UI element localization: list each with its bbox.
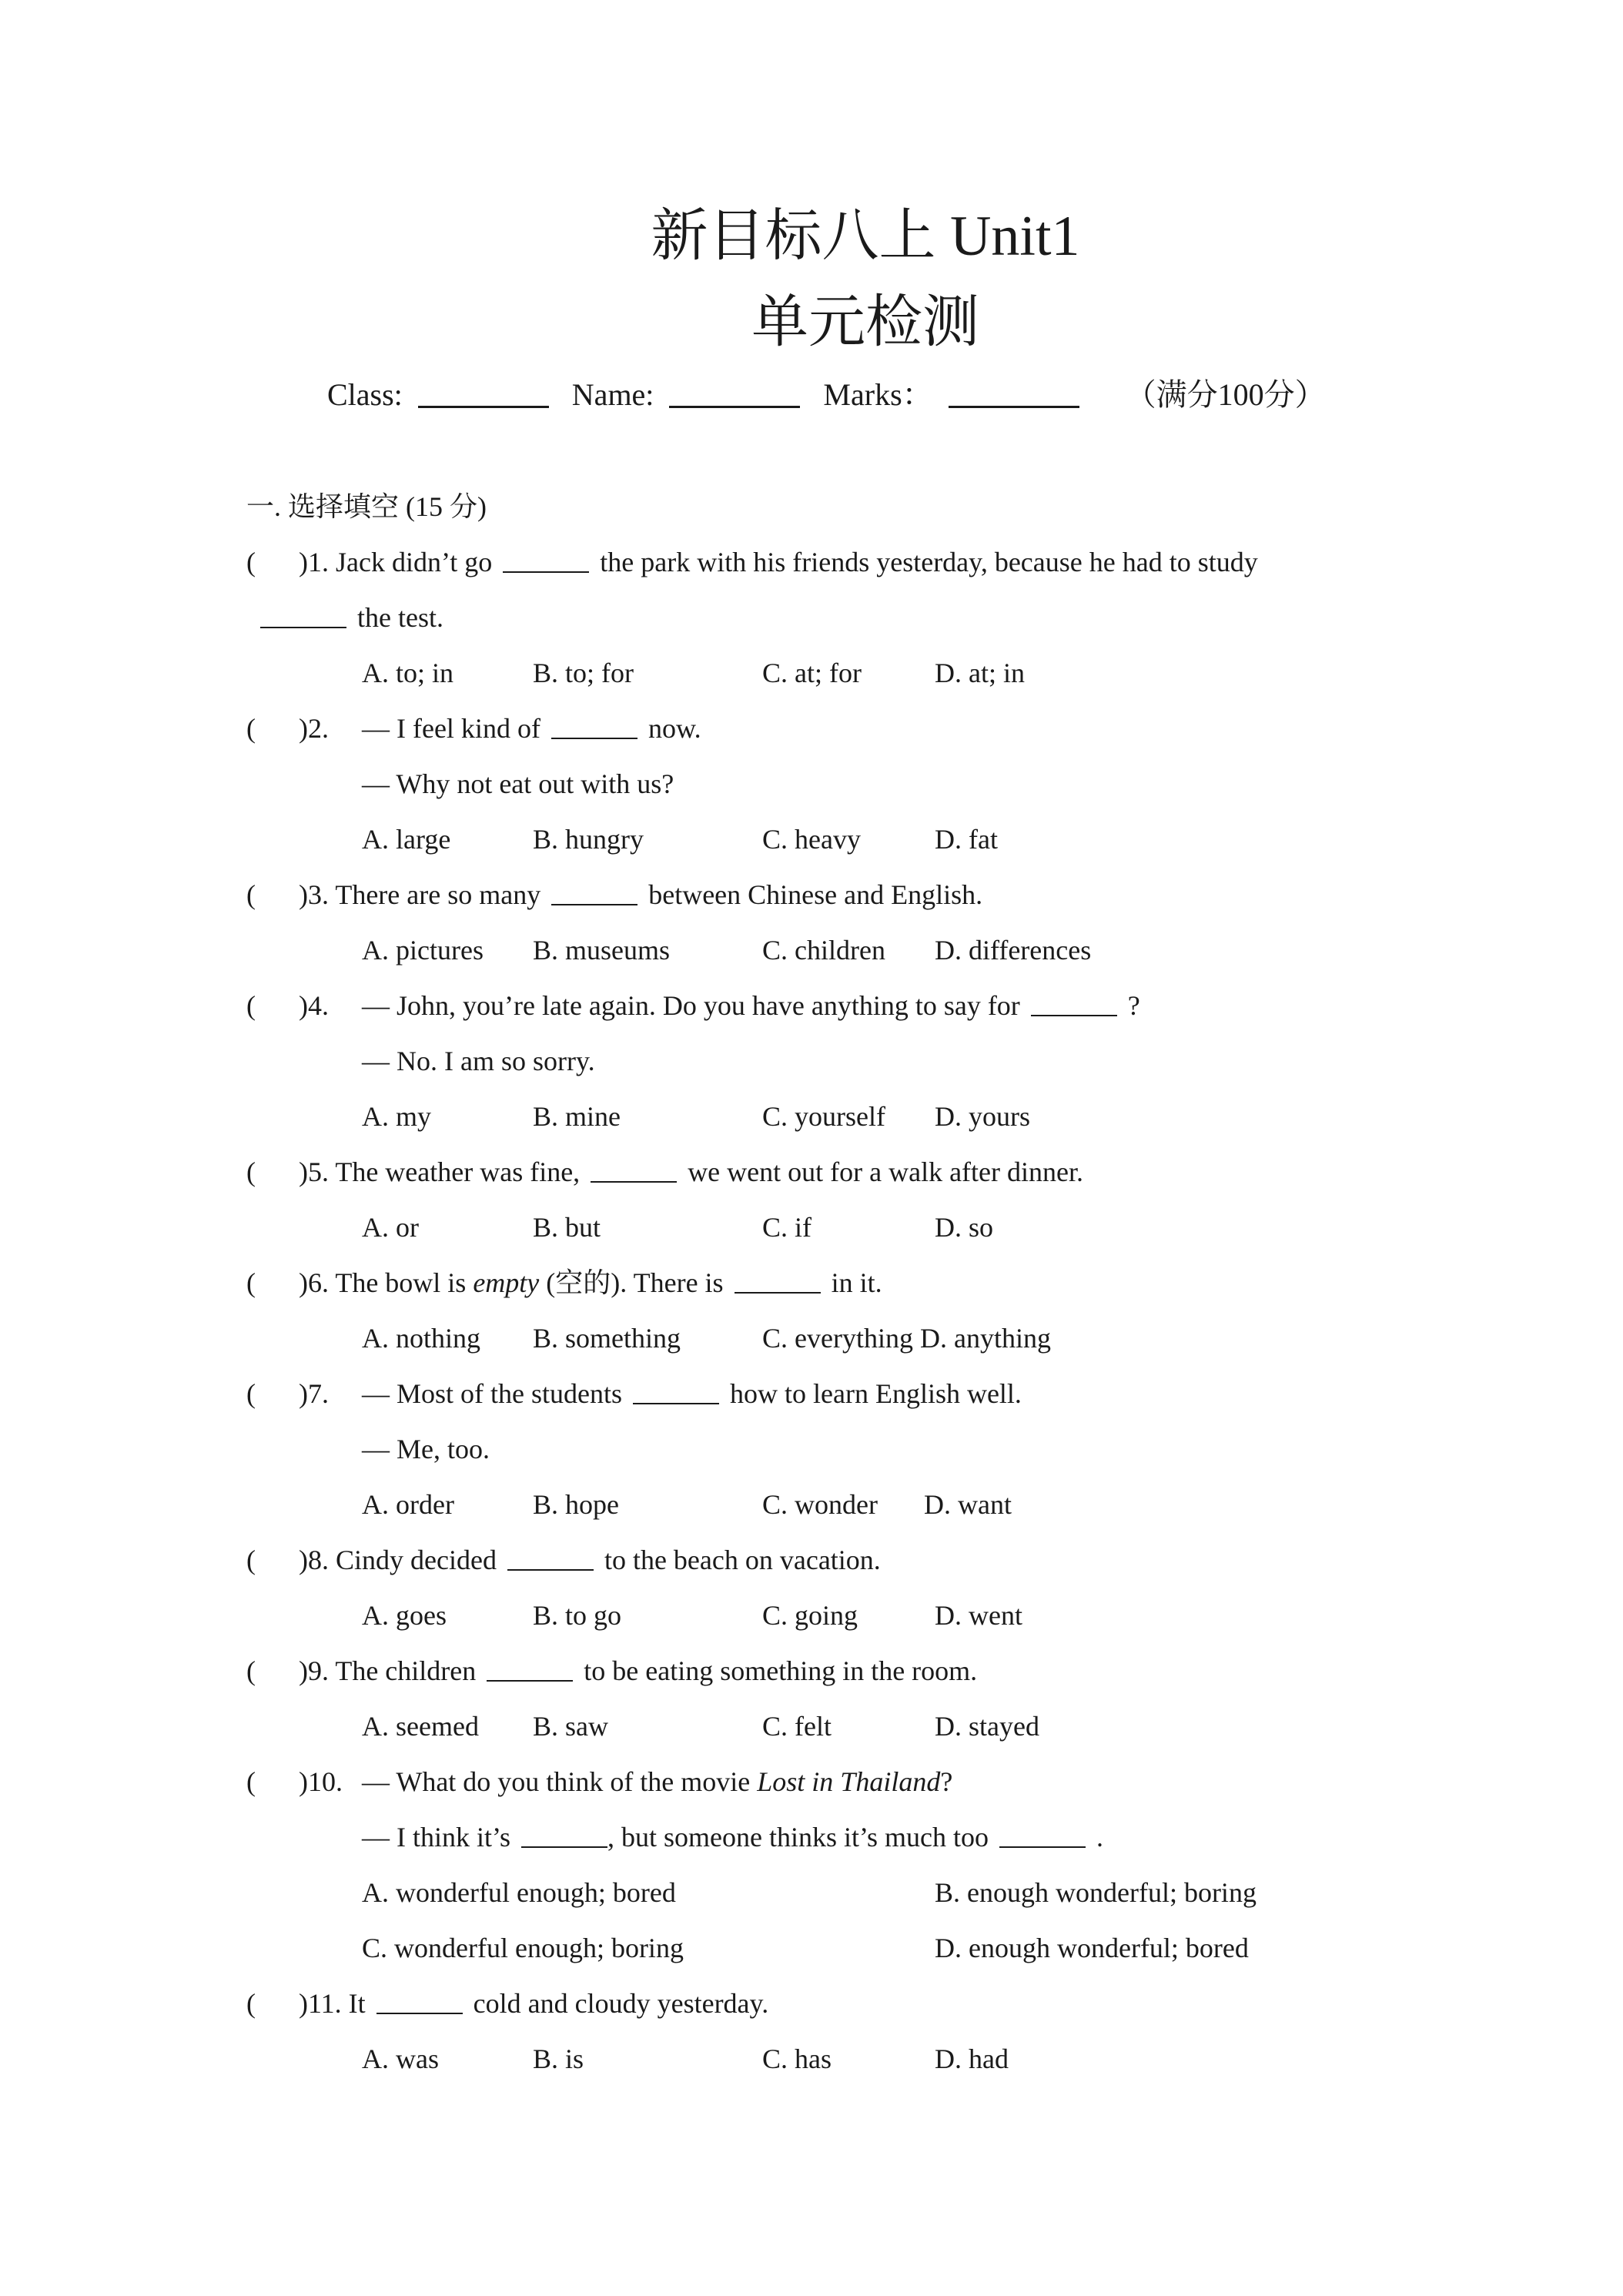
option-d: D. yours <box>935 1101 1030 1132</box>
full-score-note: （满分100分） <box>1125 377 1326 412</box>
option-a: A. large <box>362 824 451 855</box>
option-b: B. enough wonderful; boring <box>935 1877 1257 1908</box>
question-7: ( )7. <box>246 1371 329 1417</box>
marks-blank[interactable] <box>949 375 1079 408</box>
answer-paren[interactable]: ( <box>246 1267 256 1298</box>
option-c: C. has <box>762 2043 832 2074</box>
option-d: D. so <box>935 1212 994 1243</box>
option-d: D. fat <box>935 824 998 855</box>
option-c: C. heavy <box>762 824 861 855</box>
question-2-reply: — Why not eat out with us? <box>362 768 674 799</box>
option-a: A. was <box>362 2043 439 2074</box>
option-b: B. hungry <box>533 824 644 855</box>
option-a: A. to; in <box>362 658 454 688</box>
question-7-prompt: — Most of the students how to learn English well. <box>362 1371 1022 1417</box>
option-b: B. museums <box>533 935 671 966</box>
name-label: Name: <box>571 377 654 412</box>
page-subtitle: 单元检测 <box>751 291 979 354</box>
question-7-reply: — Me, too. <box>362 1434 490 1464</box>
question-4-reply: — No. I am so sorry. <box>362 1046 595 1076</box>
answer-blank <box>999 1819 1086 1848</box>
question-5: ( )5. The weather was fine, we went out for a walk after dinner. <box>246 1149 1083 1195</box>
question-1-cont: the test. <box>260 594 443 641</box>
option-c: C. felt <box>762 1711 832 1742</box>
page-title: 新目标八上 Unit1 <box>651 205 1080 268</box>
answer-paren[interactable]: ( <box>246 1545 256 1575</box>
section-heading: 一. 选择填空 (15 分) <box>246 491 487 522</box>
question-8: ( )8. Cindy decided to the beach on vacation. <box>246 1537 881 1583</box>
answer-blank <box>503 544 589 573</box>
question-10: ( )10. <box>246 1759 343 1805</box>
answer-blank <box>376 1985 463 2014</box>
answer-paren[interactable]: ( <box>246 1378 256 1409</box>
answer-paren[interactable]: ( <box>246 1655 256 1686</box>
class-label: Class: <box>327 377 403 412</box>
class-blank[interactable] <box>418 375 549 408</box>
option-c: C. wonder <box>762 1489 878 1520</box>
question-1: ( )1. Jack didn’t go the park with his friends yesterday, because he had to study <box>246 539 1258 585</box>
answer-blank <box>507 1541 594 1571</box>
option-b: B. but <box>533 1212 601 1243</box>
option-b: B. to; for <box>533 658 634 688</box>
option-c: C. wonderful enough; boring <box>362 1933 684 1963</box>
question-4: ( )4. <box>246 982 329 1029</box>
answer-blank <box>260 599 346 628</box>
option-d: D. at; in <box>935 658 1025 688</box>
option-a: A. my <box>362 1101 431 1132</box>
option-a: A. or <box>362 1212 419 1243</box>
question-4-prompt: — John, you’re late again. Do you have anything to say for ? <box>362 982 1140 1029</box>
option-d: D. differences <box>935 935 1092 966</box>
option-a: A. wonderful enough; bored <box>362 1877 676 1908</box>
answer-blank <box>1031 987 1117 1016</box>
option-a: A. pictures <box>362 935 484 966</box>
answer-paren[interactable]: ( <box>246 1156 256 1187</box>
answer-blank <box>633 1375 719 1404</box>
question-9: ( )9. The children to be eating something in the room. <box>246 1648 977 1694</box>
answer-paren[interactable]: ( <box>246 990 256 1021</box>
option-d: D. went <box>935 1600 1022 1631</box>
answer-blank <box>551 876 637 905</box>
answer-blank <box>487 1652 573 1682</box>
marks-label: Marks： <box>823 377 933 412</box>
student-info-line <box>327 372 1326 418</box>
question-6: ( )6. The bowl is empty (空的). There is in it. <box>246 1260 882 1306</box>
option-c: C. at; for <box>762 658 862 688</box>
answer-blank <box>591 1153 677 1183</box>
option-c: C. if <box>762 1212 812 1243</box>
question-10-prompt: — What do you think of the movie Lost in Thailand? <box>362 1766 953 1797</box>
option-a: A. goes <box>362 1600 447 1631</box>
question-11: ( )11. It cold and cloudy yesterday. <box>246 1980 768 2027</box>
answer-blank <box>735 1264 821 1294</box>
name-blank[interactable] <box>669 375 800 408</box>
option-c-d: C. everything D. anything <box>762 1323 1051 1354</box>
option-b: B. mine <box>533 1101 621 1132</box>
option-d: D. enough wonderful; bored <box>935 1933 1249 1963</box>
option-a: A. seemed <box>362 1711 479 1742</box>
option-a: A. order <box>362 1489 454 1520</box>
option-a: A. nothing <box>362 1323 481 1354</box>
question-2: ( )2. <box>246 705 329 751</box>
answer-paren[interactable]: ( <box>246 879 256 910</box>
answer-paren[interactable]: ( <box>246 1766 256 1797</box>
option-b: B. hope <box>533 1489 619 1520</box>
option-b: B. something <box>533 1323 681 1354</box>
option-c: C. yourself <box>762 1101 885 1132</box>
question-2-prompt: — I feel kind of now. <box>362 705 701 751</box>
option-d: D. had <box>935 2043 1009 2074</box>
answer-paren[interactable]: ( <box>246 1988 256 2019</box>
answer-blank <box>551 710 637 739</box>
question-3: ( )3. There are so many between Chinese and English. <box>246 872 982 918</box>
option-c: C. going <box>762 1600 858 1631</box>
option-b: B. saw <box>533 1711 608 1742</box>
option-c: C. children <box>762 935 885 966</box>
option-d: D. want <box>924 1489 1012 1520</box>
answer-blank <box>521 1819 607 1848</box>
question-10-reply: — I think it’s , but someone thinks it’s much too . <box>362 1814 1103 1860</box>
answer-paren[interactable]: ( <box>246 547 256 577</box>
option-b: B. is <box>533 2043 584 2074</box>
answer-paren[interactable]: ( <box>246 713 256 744</box>
option-d: D. stayed <box>935 1711 1039 1742</box>
option-b: B. to go <box>533 1600 622 1631</box>
